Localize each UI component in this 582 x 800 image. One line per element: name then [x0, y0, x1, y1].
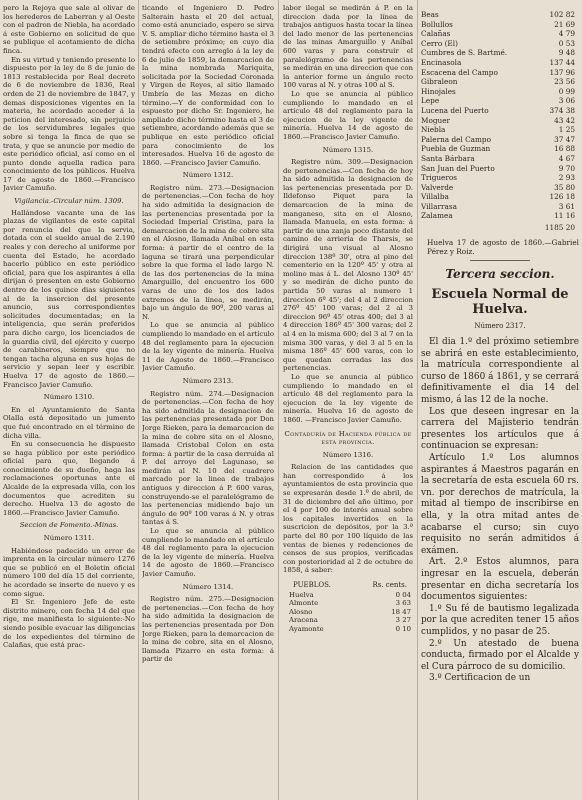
list-item-name: Palerna del Campo: [421, 134, 492, 144]
list-item-name: Encinasola: [421, 57, 462, 67]
column-4: [421, 4, 579, 796]
list-item-value: 3 06: [558, 96, 575, 106]
table-cell-value: 18 47: [391, 607, 411, 616]
paragraph: labor ilegal se medirán á P. en la direccion dada por la línea de trabajos antiguos hasta tocar la línea del lado menor de las pertenencias de las minas Amarguillo y Aníbal 600 varas y para construir el paralelógramo de las pertenencias se medirán en una direccion que con la anterior forme un ángulo recto 100 varas al N. y otras 100 al S.: [283, 4, 413, 90]
list-item: [421, 135, 579, 145]
section-heading: Seccion de Fomento.-Minas.: [19, 521, 119, 530]
list-item-name: Cumbres de S. Bartmé.: [421, 48, 508, 58]
notice-number: Número 2317.: [474, 322, 526, 331]
paragraph: Registro núm. 309.—Designacion de pertenencias.—Con fecha de hoy ha sido admitida la designacion de las pertenencias presentada por D. Ildefonso Piquet para la demarcacion de la mina de manganeso, sita en el Alosno, llamada Manuela, en esta forma: á partir de una zanja poco distante del camino de arriería de Tharsis, se dirigirá una visual al Alosno direccion 138º 30', otra al pino del cementerio en la 120º 45' y otra al molino mas á L. del Alosno 130º 45' y se medirán de dicho punto de partida 50 varas al numero 1 direccion 6º 45'; del 4 al 2 direccion 276º 45' 100 varas; del 2 al 3 direccion 96º 45' otras 400; del 3 al 4 direccion 186º 45' 300 varas; del 2 al 4 en la misma 600; del 3 al 7 en la misma 300 varas, y del 3 al 5 en la misma 186º 45' 600 varas, con lo que quedan cerradas las dos pertenencias.: [283, 158, 413, 373]
paragraph: Los que deseen ingresar en la carrera del Majisterio tendrán presentes los artículos que á continuacion se expresan:: [421, 406, 579, 452]
list-item: [421, 106, 579, 116]
list-item-value: 2 93: [558, 173, 575, 183]
paragraph: Artículo 1.º Los alumnos aspirantes á Maestros pagarán en la secretaría de esta escuela 60 rs. vn. por derechos de matrícula, la mitad al tiempo de inscribirse en ella, y la otra mitad antes de acabarse el curso; sin cuyo requisito no serán admitidos á exámen.: [421, 453, 579, 556]
list-item: [421, 183, 579, 193]
list-item-name: Villalba: [421, 192, 449, 202]
paragraph: Lo que se anuncia al público cumpliendo lo mandado en el artículo 48 del reglamento para la ejecucion de la ley vigente de minería. Huelva 14 de agosto de 1860.—Francisco Javier Camuño.: [283, 89, 413, 141]
list-item-name: Escacena del Campo: [421, 67, 498, 77]
list-item-value: 1 25: [558, 125, 575, 135]
notice-number: Número 2313.: [182, 376, 234, 385]
list-item-value: 137 96: [549, 67, 575, 77]
list-item-name: Villarrasa: [421, 201, 457, 211]
list-item-name: Cerro (El): [421, 38, 458, 48]
paragraph: Registro núm. 273.—Designacion de pertenencias.—Con fecha de hoy ha sido admitida la designacion de las pertenencias presentada por la Sociedad Imperial Cristina, para la demarcacion de la mina de cobre sita en el Alosno, llamada Aníbal en esta forma: á partir de el centro de la laguna se tirará una perpendicular sobre la que forma el lado largo N. de las dos pertenencias de la mina Amarguillo, del encuentro los 600 varas de uno de los dos lados extremos de la línea, se medirán, bajo un ángulo de 90º, 200 varas al N.: [142, 183, 274, 321]
list-item: [421, 144, 579, 154]
paragraph: 3.º Certificacion de un: [429, 673, 531, 684]
list-item-name: Moguer: [421, 115, 451, 125]
column-rule: [138, 0, 139, 800]
paragraph: El dia 1.º del próximo setiembre se abrirá en este establecimiento, la matrícula correspondiente al curso de 1860 á 1861, y se cerrará definitivamente el dia 14 del mismo, á las 12 de la noche.: [421, 337, 579, 406]
list-item-name: Lucena del Puerto: [421, 105, 489, 115]
section-heading: Contaduría de Hacienda pública de esta provincia.: [284, 429, 412, 447]
list-item: [421, 116, 579, 126]
list-item: [421, 77, 579, 87]
column-rule: [278, 0, 279, 800]
list-item-value: 16 88: [554, 144, 575, 154]
list-item: [421, 10, 579, 20]
list-item-name: Niebla: [421, 125, 446, 135]
list-item-value: 21 69: [554, 19, 575, 29]
table-cell-value: 0 04: [395, 590, 411, 599]
paragraph: Hallándose vacante una de las plazas de vigilantes de este capital por renuncia del que la servia, dotada con el sueldo anual de 2.190 reales y con derecho al uniforme por cuenta del Estado, he acordado hacerlo público en este periódico oficial, para que los aspirantes á ella dirijan ó presenten en este Gobierno dentro de los quince dias siguientes al de la insercion del presente anuncio, sus correspondientes solicitudes documentadas; en la inteligencia, que serán preferidos para dicho cargo, los licenciados de la guardia civil, del ejército y cuerpo de carabineros, siempre que no tengan tacha alguna en sus hojas de servicio y sepan leer y escribir. Huelva 17 de agosto de 1860.—Francisco Javier Camuño.: [3, 208, 135, 389]
table-cell-name: Alosno: [289, 607, 313, 616]
list-total: 1185 20: [544, 223, 575, 233]
column-rule: [417, 0, 418, 800]
list-item: [421, 48, 579, 58]
list-item-name: Zalamea: [421, 211, 453, 221]
table-row: [283, 608, 413, 617]
table-row: [283, 625, 413, 634]
list-item-value: 23 56: [554, 77, 575, 87]
list-item-value: 35 80: [554, 182, 575, 192]
table-header-amount: Rs. cents.: [372, 581, 407, 589]
notice-number: Número 1316.: [322, 450, 374, 459]
table-header-pueblos: PUEBLOS.: [293, 581, 331, 589]
notice-number: Número 1311.: [43, 534, 95, 543]
signature: Huelva 17 de agosto de 1860.—Gabriel Pérez y Roiz.: [427, 237, 579, 257]
list-item-value: 4 67: [558, 153, 575, 163]
list-item-name: Valverde: [421, 182, 454, 192]
list-item-value: 102 82: [549, 10, 575, 19]
paragraph: Relacion de las cantidades que han correspondido á los ayuntamientos de esta provincia que se expresarán desde 1.º de abril, de 31 de diciembre del año último, por el 4 por 100 de interés anual sobre los capitales invertidos en la suscricion de depósitos, por la 3.ª parte del 80 por 100 líquido de las ventas de bienes y redenciones de censos de sus propios, verificadas con posterioridad al 2 de octubre de 1858, á saber:: [283, 463, 413, 575]
list-item-value: 374 38: [549, 105, 575, 115]
list-item: [421, 125, 579, 135]
table-cell-name: Ayamonte: [289, 624, 324, 633]
list-item: [421, 58, 579, 68]
list-item-value: 9 70: [558, 163, 575, 173]
list-item-name: Santa Bárbara: [421, 153, 475, 163]
list-item: [421, 173, 579, 183]
column-1: [3, 4, 135, 796]
list-item-value: 43 42: [554, 115, 575, 125]
paragraph: Habiéndose padecido un error de imprenta en la circular número 1276 que se publicó en el Boletin oficial número 100 del día 15 del corriente, he acordado se inserte de nuevo y es como sigue.: [3, 546, 135, 598]
list-item-name: Beas: [421, 10, 439, 19]
table-cell-value: 3 27: [395, 616, 411, 625]
section-heading: Tercera seccion.: [445, 267, 555, 282]
list-item-name: Lepe: [421, 96, 440, 106]
list-item-value: 37 47: [554, 134, 575, 144]
paragraph: 1.º Su fé de bautismo legalizada por la que acrediten tener 15 años cumplidos, y no pasar de 25.: [421, 603, 579, 637]
list-item: [421, 20, 579, 30]
list-item: [421, 68, 579, 78]
divider: [470, 260, 530, 261]
list-item-name: Trigueros: [421, 173, 458, 183]
table-row: [283, 591, 413, 600]
column-2: [142, 4, 274, 796]
list-item: [421, 154, 579, 164]
list-item-value: 126 18: [549, 192, 575, 202]
paragraph: pero la Rejoya que sale al olivar de los herederos de Laberran y al Oeste con el padron de Niebla, ha acordado á este Gobierno en solicitud de que se publique el acotamiento de dicha finca.: [3, 4, 135, 55]
paragraph: En el Ayuntamiento de Santa Olalla está depositado un jumento que fué encontrado en el término de dicha villa.: [3, 405, 135, 440]
table-cell-value: 0 10: [395, 624, 411, 633]
notice-number: Número 1315.: [322, 145, 374, 154]
list-item: [421, 96, 579, 106]
list-item-value: 9 48: [558, 48, 575, 58]
list-item-value: 4 79: [558, 29, 575, 39]
table-header: [283, 579, 413, 591]
list-item-name: San Juan del Puerto: [421, 163, 495, 173]
table-row: [283, 616, 413, 625]
table-cell-value: 3 63: [395, 599, 411, 608]
list-item: [421, 211, 579, 221]
table-cell-name: Huelva: [289, 590, 314, 599]
list-item: [421, 29, 579, 39]
paragraph: Lo que se anuncia al público cumpliendo lo mandado en el artículo 48 del reglamento para la ejecucion de la ley vigente de minería. Huelva 11 de Agosto de 1860.—Francisco Javier Camuño.: [142, 321, 274, 373]
list-item-name: Bollullos: [421, 19, 453, 29]
paragraph: Registro núm. 274.—Designacion de pertenencias.—Con fecha de hoy ha sido admitida la designacion de las pertenencias presentada por Don Jorge Rieken, para la demarcacion de la mina de cobre sita en el Alosno, llamada Cristobal Colon en esta forma: á partir de la casa derruida al P. del arroyo del Lagunaso, se medirán al N. 10 del cuadrero marcado por la linea de trabajos antiguos y direccion á P. 600 varas, construyendo-se el paralelógramo de las pertenencias midiendo bajo un ángulo de 90º 100 varas á N. y otras tantas á S.: [142, 389, 274, 527]
list-item-name: Puebla de Guzman: [421, 144, 491, 154]
paragraph: ticando el Ingeniero D. Pedro Salterain hasta el 20 del actual, como está anunciado, espero se sirva V. S. ampliar dicho término hasta el 3 de setiembre próximo; en cuyo dia tendrá efecto con arreglo á la ley de 6 de julio de 1859, la demarcacion de la mina nombrada Mariquita, solicitada por la Sociedad Coronada y Virgen de Reyes, al sitio llamado Umbría de las Mezas en dicho término.—Y de conformidad con lo espuesto por dicho Sr. Ingeniero, he ampliado dicho término hasta el 3 de setiembre, acordando además que se publique en este periódico oficial para conocimiento de los interesados. Huelva 16 de agosto de 1860. —Francisco Javier Camuño.: [142, 4, 274, 167]
list-item-value: 0 99: [558, 86, 575, 96]
section-heading: Vigilancia.-Circular núm. 1309.: [14, 197, 124, 206]
list-item-value: 3 61: [558, 201, 575, 211]
list-item: [421, 87, 579, 97]
notice-number: Número 1312.: [182, 171, 234, 180]
notice-title: Escuela Normal de Huelva.: [431, 287, 569, 318]
list-item: [421, 164, 579, 174]
paragraph: El Sr. Ingeniero Jefe de este distrito minero, con fecha 14 del que rige, me manifiesta lo siguiente:-No siendo posible evacuar las diligencias de los expedientes del término de Calañas, que está prac-: [3, 598, 135, 650]
notice-number: Número 1310.: [43, 393, 95, 402]
list-item-value: 11 16: [554, 211, 575, 221]
table-row: [283, 599, 413, 608]
paragraph: 2.º Un atestado de buena conducta, firmado por el Alcalde y el Cura párroco de su domicilio.: [421, 638, 579, 672]
paragraph: Registro núm. 275.—Designacion de pertenencias.—Con fecha de hoy ha sido admitida la designacion de las pertenencias presentada por Don Jorge Rieken, para la demarcacion de la mina de cobre, sita en el Alosno, llamada Pizarro en esta forma: á partir de: [142, 595, 274, 664]
table-cell-name: Aracena: [289, 616, 318, 625]
paragraph: En su virtud y teniendo presente lo dispuesto por la ley de 8 de junio de 1813 restablecida por Real decreto de 6 de noviembre de 1836, Real orden de 21 de noviembre de 1847, y demas disposiciones vigentes en la materia, he acordado acceder á la peticion del interesado, sin perjuicio de los servidumbres legales que sobre si tenga la finca de que se trata, y que se anuncie por medio de este periódico oficial, así como en el punto donde aquella radica para conocimiento de los públicos. Huelva 17 de agosto de 1860.—Francisco Javier Camuño.: [3, 55, 135, 193]
list-item-value: 137 44: [549, 57, 575, 67]
school-notice: [421, 287, 579, 684]
paragraph: En su consecuencia he dispuesto se haga público por este periódico oficial para que, llegando á conocimiento de su dueño, haga las reclamaciones oportunas ante el Alcalde de la expresada villa, con los documentos que acrediten su derecho. Huelva 13 de agosto de 1860.—Francisco Javier Camuño.: [3, 440, 135, 517]
list-item: [421, 39, 579, 49]
list-item-name: Gibraleon: [421, 77, 458, 87]
list-item-value: 0 53: [558, 38, 575, 48]
table-cell-name: Almonte: [289, 599, 319, 608]
paragraph: Lo que se anuncia al público cumpliendo lo mandado en el artículo 48 del reglamento para la ejecucion de la ley vigente de minería. Huelva 16 de agosto de 1860. —Francisco Javier Camuño.: [283, 372, 413, 424]
list-item-name: Hinojales: [421, 86, 456, 96]
notice-number: Número 1314.: [182, 582, 234, 591]
amount-list: [421, 10, 579, 233]
list-item: [421, 202, 579, 212]
column-3: [283, 4, 413, 796]
list-item-name: Calañas: [421, 29, 451, 39]
paragraph: Lo que se anuncia al público cumpliendo lo mandado en el artículo 48 del reglamento para la ejecucion de la ley vigente de minería. Huelva 14 de agosto de 1860.—Francisco Javier Camuño.: [142, 527, 274, 578]
list-item: [421, 192, 579, 202]
paragraph: Art. 2.º Estos alumnos, para ingresar en la escuela, deberán presentar en dicha secretaría los documentos siguientes:: [421, 557, 579, 603]
